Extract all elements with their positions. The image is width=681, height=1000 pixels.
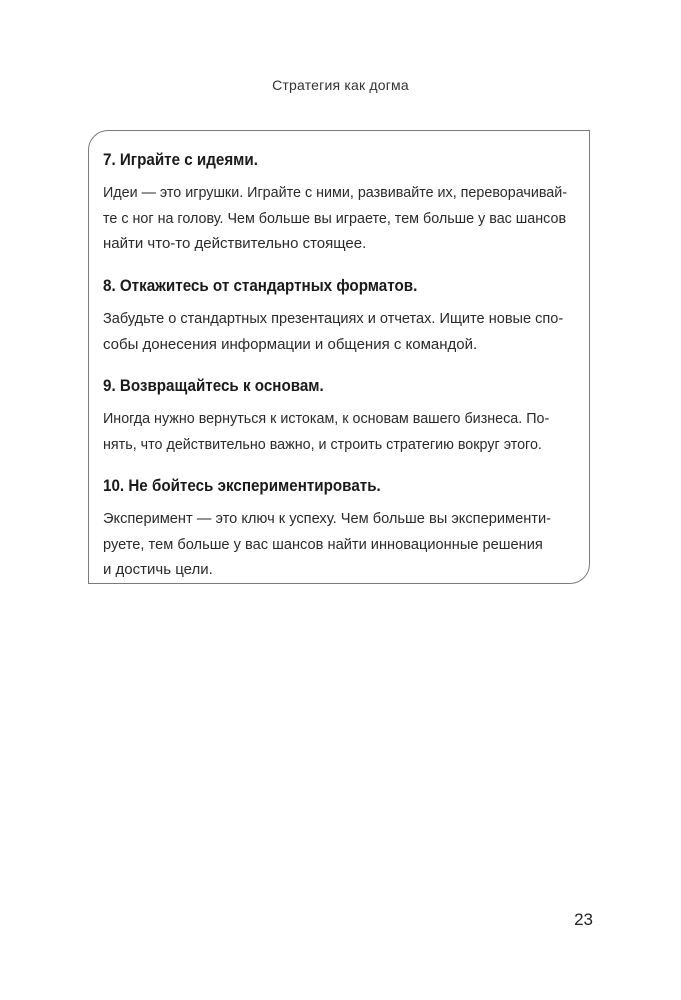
tip-title: 8. Откажитесь от стандартных форматов. — [103, 277, 418, 295]
tip-text-line: и достичь цели. — [103, 561, 213, 578]
tip-item-10 — [103, 476, 581, 583]
page-number: 23 — [574, 910, 593, 929]
tip-text-line: Иногда нужно вернуться к истокам, к основам вашего бизнеса. По- — [103, 410, 550, 427]
tip-text-line: найти что-то действительно стоящее. — [103, 235, 367, 252]
tip-text-line: те с ног на голову. Чем больше вы играете, тем больше у вас шансов — [103, 209, 567, 227]
tip-title: 7. Играйте с идеями. — [103, 151, 258, 169]
tip-text-line: Эксперимент — это ключ к успеху. Чем больше вы эксперименти- — [103, 510, 552, 527]
running-head: Стратегия как догма — [272, 77, 409, 93]
tip-text-line: руете, тем больше у вас шансов найти инновационные решения — [103, 535, 543, 553]
tip-text-line: нять, что действительно важно, и строить стратегию вокруг этого. — [103, 435, 542, 453]
tip-item-8 — [103, 276, 581, 357]
tip-title: 9. Возвращайтесь к основам. — [103, 377, 324, 395]
tip-title: 10. Не бойтесь экспериментировать. — [103, 477, 381, 495]
tip-item-9 — [103, 376, 581, 457]
tip-text-line: собы донесения информации и общения с командой. — [103, 335, 478, 353]
tip-text-line: Идеи — это игрушки. Играйте с ними, развивайте их, переворачивай- — [103, 184, 568, 201]
tip-item-7 — [103, 150, 581, 257]
tip-text-line: Забудьте о стандартных презентациях и отчетах. Ищите новые спо- — [103, 310, 564, 327]
